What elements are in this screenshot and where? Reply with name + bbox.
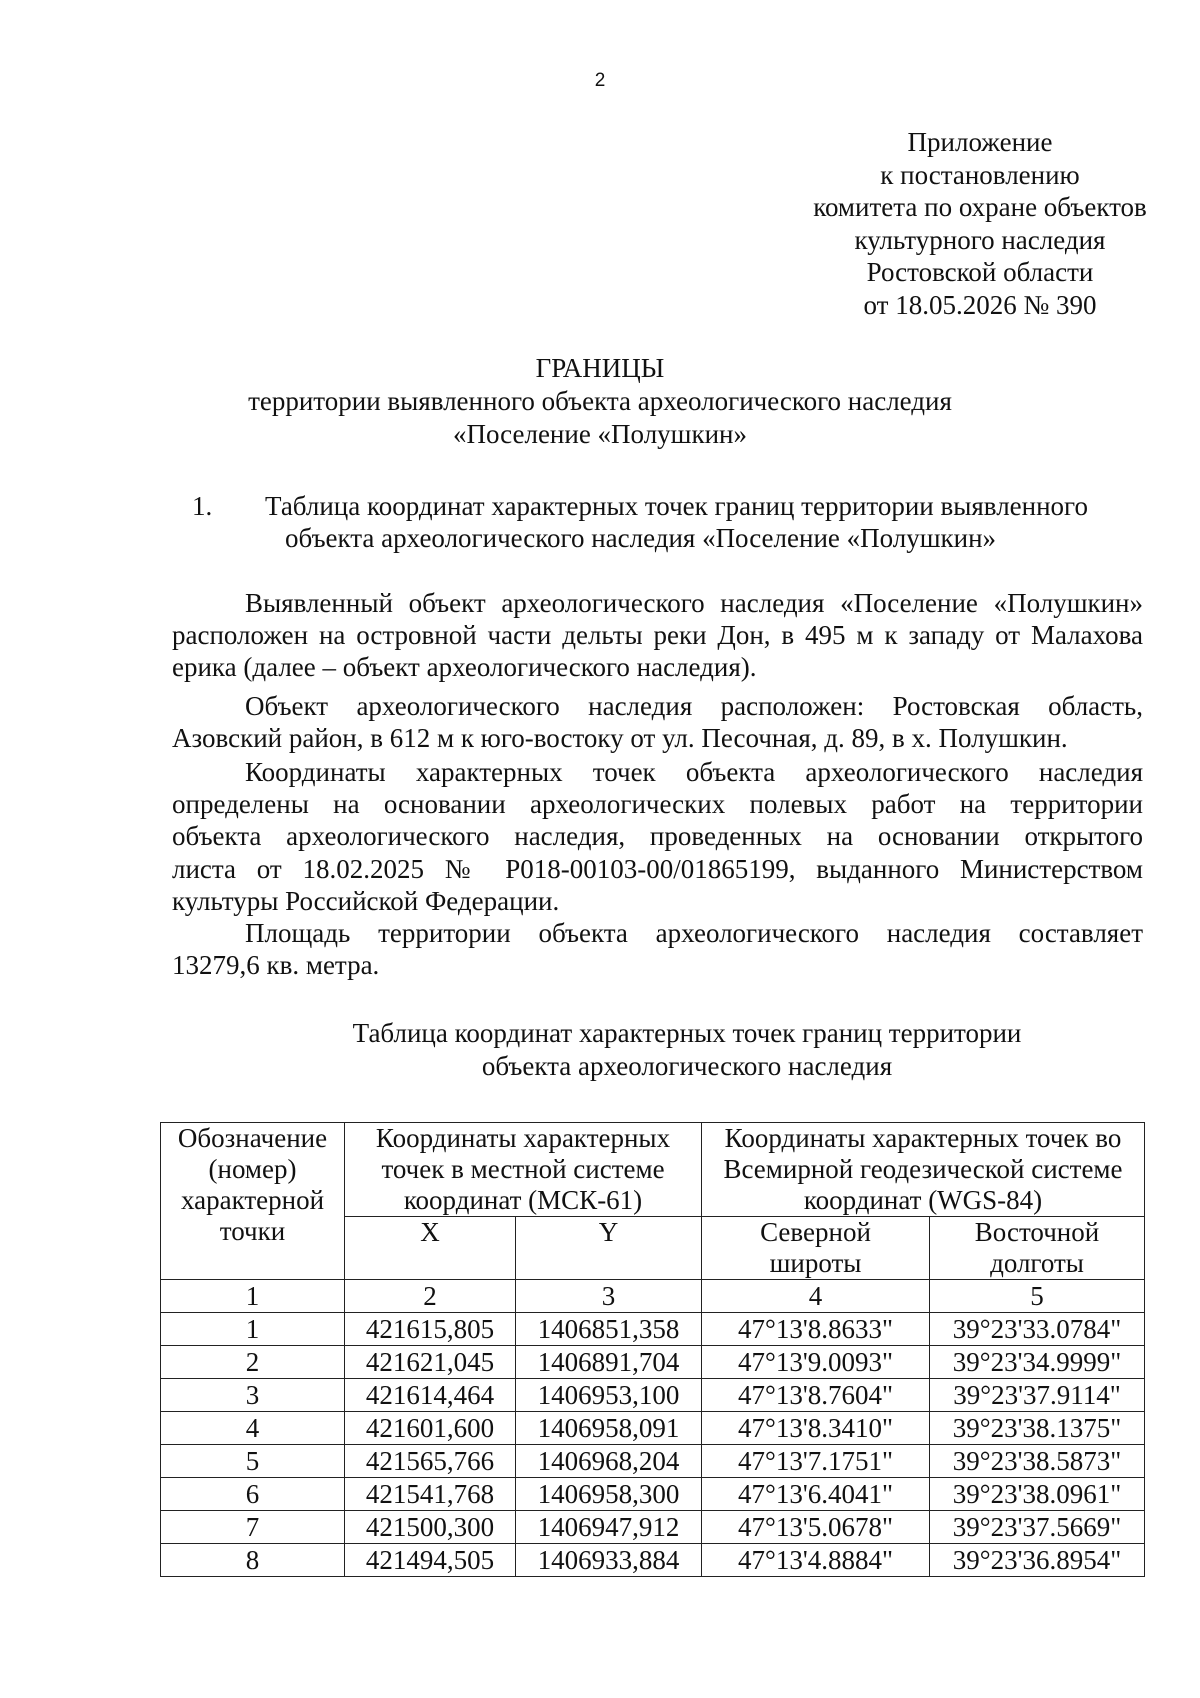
paragraph-line: культуры Российской Федерации. [172,885,560,916]
paragraph-line: Азовский район, в 612 м к юго-востоку от ул. Песочная, д. 89, в х. Полушкин. [172,723,1068,754]
coord-latitude: 47°13'9.0093" [702,1346,930,1379]
table-caption [0,1017,1200,1083]
point-number: 1 [161,1313,345,1346]
coord-longitude: 39°23'36.8954" [930,1544,1145,1577]
paragraph-line: ерика (далее – объект археологического наследия). [172,652,757,683]
coord-x: 421541,768 [345,1478,516,1511]
coord-latitude: 47°13'4.8884" [702,1544,930,1577]
table-row [161,1445,1145,1478]
appendix-line: к постановлению [880,159,1080,190]
section-number: 1. [192,491,213,521]
header-wgs84: Координаты характерных точек во Всемирной геодезической системе координат (WGS-84) [702,1123,1145,1217]
coord-y: 1406891,704 [516,1346,702,1379]
header-north-latitude: Северной широты [702,1217,930,1280]
table-row [161,1544,1145,1577]
point-number: 6 [161,1478,345,1511]
point-number: 2 [161,1346,345,1379]
coord-longitude: 39°23'38.0961" [930,1478,1145,1511]
table-row [161,1313,1145,1346]
table-caption-line: объекта археологического наследия [481,1051,893,1081]
coord-x: 421615,805 [345,1313,516,1346]
header-y: Y [516,1217,702,1280]
point-number: 3 [161,1379,345,1412]
appendix-line: комитета по охране объектов [813,192,1147,222]
coord-y: 1406968,204 [516,1445,702,1478]
section-heading-line1: Таблица координат характерных точек границ территории выявленного [265,491,1088,521]
coord-longitude: 39°23'37.5669" [930,1511,1145,1544]
table-caption-line: Таблица координат характерных точек границ территории [352,1018,1022,1048]
paragraph-line: 13279,6 кв. метра. [172,950,380,981]
coord-x: 421614,464 [345,1379,516,1412]
coord-latitude: 47°13'8.8633" [702,1313,930,1346]
column-numbers-row [161,1280,1145,1313]
header-east-longitude: Восточной долготы [930,1217,1145,1280]
paragraph-line: объекта археологического наследия, проведенных на основании открытого [172,821,1143,852]
title-subheading: территории выявленного объекта археологического наследия [248,386,952,416]
appendix-date-number: от 18.05.2026 № 390 [863,289,1097,320]
coord-y: 1406933,884 [516,1544,702,1577]
point-number: 5 [161,1445,345,1478]
paragraph-line: расположен на островной части дельты реки Дон, в 495 м к западу от Малахова [172,620,1143,651]
coord-latitude: 47°13'8.7604" [702,1379,930,1412]
paragraph-line: Объект археологического наследия расположен: Ростовская область, [245,691,1143,721]
coord-latitude: 47°13'5.0678" [702,1511,930,1544]
coord-x: 421621,045 [345,1346,516,1379]
column-number: 4 [702,1280,930,1313]
appendix-line: Ростовской области [866,257,1094,287]
coord-x: 421500,300 [345,1511,516,1544]
paragraph-area [172,917,1143,981]
paragraph-line: Выявленный объект археологического наследия «Поселение «Полушкин» [245,588,1143,618]
coord-y: 1406947,912 [516,1511,702,1544]
header-msk61: Координаты характерных точек в местной системе координат (МСК-61) [345,1123,702,1217]
coord-longitude: 39°23'38.5873" [930,1445,1145,1478]
paragraph-line: определены на основании археологических полевых работ на территории [172,789,1143,820]
document-title [0,352,1200,451]
column-number: 1 [161,1280,345,1313]
point-number: 4 [161,1412,345,1445]
paragraph-line: Площадь территории объекта археологического наследия составляет [245,918,1143,948]
coord-y: 1406851,358 [516,1313,702,1346]
table-row [161,1379,1145,1412]
appendix-line: Приложение [907,127,1053,157]
paragraph-coordinates-basis [172,756,1143,917]
table-row [161,1478,1145,1511]
point-number: 7 [161,1511,345,1544]
coordinates-table [160,1122,1145,1577]
table-row [161,1412,1145,1445]
section-heading-line2: объекта археологического наследия «Поселение «Полушкин» [285,523,997,553]
appendix-line: культурного наследия [854,224,1106,255]
coord-x: 421494,505 [345,1544,516,1577]
coord-longitude: 39°23'33.0784" [930,1313,1145,1346]
coord-longitude: 39°23'38.1375" [930,1412,1145,1445]
header-x: X [345,1217,516,1280]
page-number: 2 [594,70,606,91]
coord-latitude: 47°13'8.3410" [702,1412,930,1445]
header-point-designation: Обозначение (номер) характерной точки [161,1123,345,1280]
column-number: 5 [930,1280,1145,1313]
table-row [161,1346,1145,1379]
coord-y: 1406958,091 [516,1412,702,1445]
paragraph-location [172,587,1143,684]
title-object-name: «Поселение «Полушкин» [453,419,747,449]
coord-y: 1406953,100 [516,1379,702,1412]
coord-x: 421565,766 [345,1445,516,1478]
coord-latitude: 47°13'6.4041" [702,1478,930,1511]
title-heading: ГРАНИЦЫ [535,353,665,383]
paragraph-address [172,690,1143,754]
table-row [161,1511,1145,1544]
appendix-block [770,126,1190,321]
coord-longitude: 39°23'34.9999" [930,1346,1145,1379]
coord-longitude: 39°23'37.9114" [930,1379,1145,1412]
column-number: 3 [516,1280,702,1313]
paragraph-line: листа от 18.02.2025 № Р018-00103-00/01865199, выданного Министерством [172,853,1143,884]
coord-y: 1406958,300 [516,1478,702,1511]
point-number: 8 [161,1544,345,1577]
coord-x: 421601,600 [345,1412,516,1445]
paragraph-line: Координаты характерных точек объекта археологического наследия [245,757,1143,787]
coord-latitude: 47°13'7.1751" [702,1445,930,1478]
column-number: 2 [345,1280,516,1313]
table-header-row [161,1123,1145,1217]
